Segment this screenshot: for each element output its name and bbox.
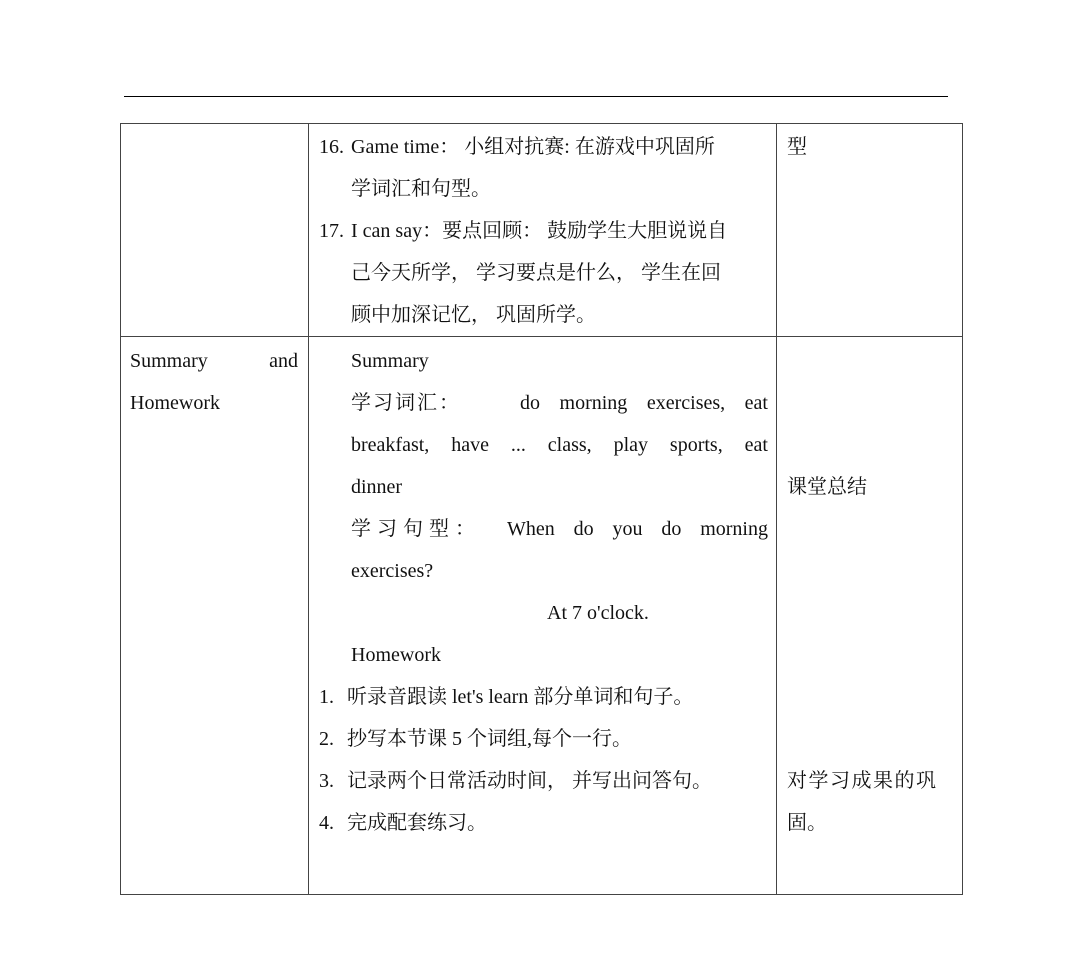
activity-text: 顾中加深记忆， 巩固所学。 xyxy=(351,304,596,326)
homework-item: 完成配套练习。 xyxy=(347,812,487,834)
stage-label xyxy=(130,349,298,373)
vocab-label xyxy=(351,391,477,415)
vocab-word: eat xyxy=(744,434,768,456)
homework-number: 2. xyxy=(319,728,334,750)
vocab-word: sports, xyxy=(669,434,723,456)
vocab-line xyxy=(351,433,768,457)
vocab-line xyxy=(520,391,768,415)
table-row xyxy=(121,124,963,337)
purpose-cell xyxy=(777,337,963,895)
activity-cell xyxy=(309,124,777,337)
stage-cell xyxy=(121,124,309,337)
vocab-word: breakfast, xyxy=(351,434,430,456)
vocab-word: morning xyxy=(559,392,628,414)
pattern-word: do xyxy=(573,518,594,540)
pattern-line: exercises? xyxy=(351,560,434,582)
pattern-label-text: 学习句型： xyxy=(351,518,481,540)
activity-cell xyxy=(309,337,777,895)
purpose-cell xyxy=(777,124,963,337)
table-row xyxy=(121,337,963,895)
header-rule xyxy=(124,96,948,97)
pattern-word: When xyxy=(507,518,555,540)
pattern-answer: At 7 o'clock. xyxy=(547,602,649,624)
vocab-word: ... xyxy=(510,434,526,456)
pattern-line xyxy=(507,517,768,541)
vocab-word: play xyxy=(613,434,649,456)
homework-number: 3. xyxy=(319,770,334,792)
lesson-plan-table xyxy=(120,123,963,895)
stage-word: and xyxy=(269,350,298,372)
purpose-text: 课堂总结 xyxy=(787,476,867,498)
vocab-word: do xyxy=(520,392,540,414)
purpose-text: 固。 xyxy=(787,812,827,834)
vocab-line: dinner xyxy=(351,476,403,498)
pattern-word: morning xyxy=(700,518,768,540)
purpose-text: 对学习成果的巩 xyxy=(787,770,938,792)
homework-title: Homework xyxy=(351,644,441,666)
vocab-word: eat xyxy=(744,392,768,414)
stage-cell xyxy=(121,337,309,895)
homework-number: 1. xyxy=(319,686,334,708)
vocab-word: have xyxy=(451,434,489,456)
activity-text: 己今天所学， 学习要点是什么， 学生在回 xyxy=(351,262,721,284)
purpose-text: 型 xyxy=(787,136,807,158)
item-number: 17. xyxy=(319,220,344,242)
pattern-label xyxy=(351,517,481,541)
homework-number: 4. xyxy=(319,812,334,834)
activity-text: 学词汇和句型。 xyxy=(351,178,491,200)
homework-item: 抄写本节课 5 个词组,每个一行。 xyxy=(347,728,632,750)
vocab-word: class, xyxy=(547,434,592,456)
activity-text: Game time： 小组对抗赛: 在游戏中巩固所 xyxy=(351,136,715,158)
activity-text: I can say：要点回顾： 鼓励学生大胆说说自 xyxy=(351,220,728,242)
item-number: 16. xyxy=(319,136,344,158)
homework-item: 记录两个日常活动时间， 并写出问答句。 xyxy=(347,770,712,792)
pattern-word: you xyxy=(612,518,643,540)
stage-word: Summary xyxy=(130,350,208,372)
vocab-label-text: 学习词汇： xyxy=(351,392,461,414)
homework-item: 听录音跟读 let's learn 部分单词和句子。 xyxy=(347,686,694,708)
pattern-word: do xyxy=(661,518,682,540)
summary-title: Summary xyxy=(351,350,429,372)
vocab-word: exercises, xyxy=(646,392,726,414)
stage-label: Homework xyxy=(130,392,220,414)
